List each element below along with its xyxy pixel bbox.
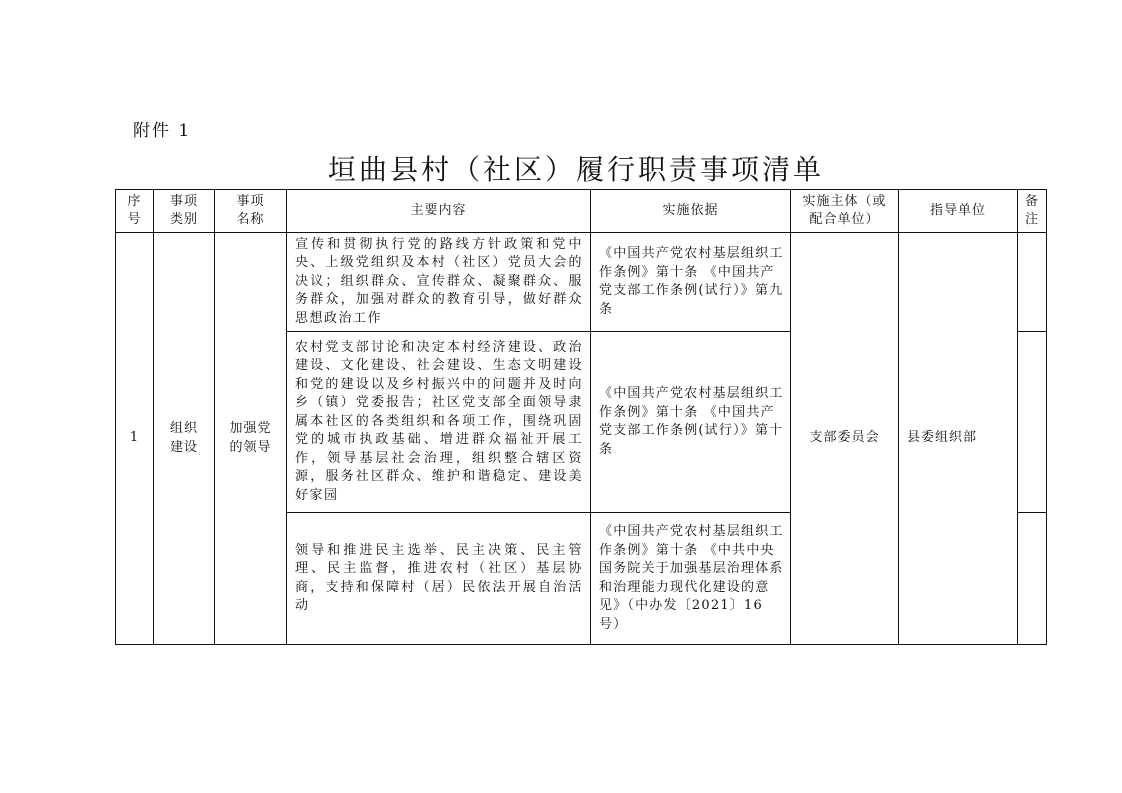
item-name-cell: 加强党 的领导: [215, 233, 287, 645]
header-guide: 指导单位: [899, 190, 1018, 233]
header-name: 事项 名称: [215, 190, 287, 233]
header-content: 主要内容: [287, 190, 591, 233]
category-cell: 组织 建设: [154, 233, 215, 645]
header-note: 备 注: [1018, 190, 1047, 233]
table-header-row: [116, 190, 1047, 233]
basis-cell: 《中国共产党农村基层组织工作条例》第十条 《中国共产党支部工作条例(试行）》第十条: [591, 332, 791, 513]
subject-cell: 支部委员会: [791, 233, 899, 645]
seq-cell: 1: [116, 233, 154, 645]
header-category: 事项 类别: [154, 190, 215, 233]
content-cell: 领导和推进民主选举、民主决策、民主管理、民主监督，推进农村（社区）基层协商，支持和保障村（居）民依法开展自治活动: [287, 513, 591, 645]
basis-cell: 《中国共产党农村基层组织工作条例》第十条 《中国共产党支部工作条例(试行）》第九条: [591, 233, 791, 332]
header-subject: 实施主体（或 配合单位）: [791, 190, 899, 233]
table-row: [116, 233, 1047, 332]
basis-cell: 《中国共产党农村基层组织工作条例》第十条 《中共中央 国务院关于加强基层治理体系和治理能力现代化建设的意见》（中办发〔2021〕16 号）: [591, 513, 791, 645]
note-cell: [1018, 233, 1047, 332]
header-seq: 序 号: [116, 190, 154, 233]
duty-list-table: [115, 189, 1047, 645]
guide-cell: 县委组织部: [899, 233, 1018, 645]
header-basis: 实施依据: [591, 190, 791, 233]
page-title: 垣曲县村（社区）履行职责事项清单: [327, 153, 824, 186]
note-cell: [1018, 332, 1047, 513]
content-cell: 宣传和贯彻执行党的路线方针政策和党中央、上级党组织及本村（社区）党员大会的决议；组织群众、宣传群众、凝聚群众、服务群众，加强对群众的教育引导，做好群众思想政治工作: [287, 233, 591, 332]
attachment-label: 附件 1: [133, 121, 192, 141]
content-cell: 农村党支部讨论和决定本村经济建设、政治建设、文化建设、社会建设、生态文明建设和党的建设以及乡村振兴中的问题并及时向乡（镇）党委报告；社区党支部全面领导隶属本社区的各类组织和各项工作，围绕巩固党的城市执政基础、增进群众福祉开展工作，领导基层社会治理，组织整合辖区资源，服务社区群众、维护和谐稳定、建设美好家园: [287, 332, 591, 513]
note-cell: [1018, 513, 1047, 645]
